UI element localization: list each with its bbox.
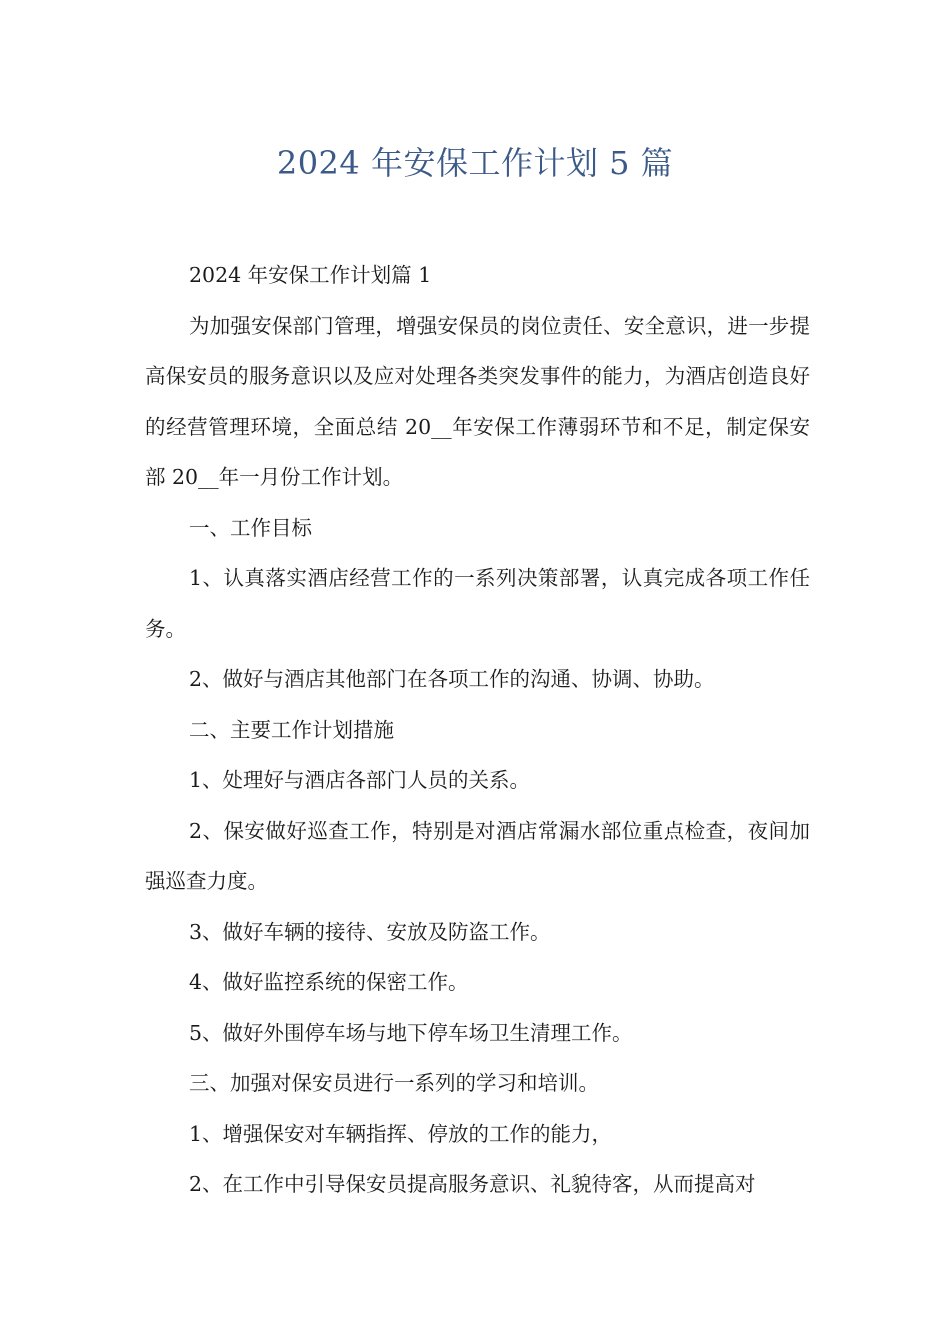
paragraph-measure-2: 2、保安做好巡查工作，特别是对酒店常漏水部位重点检查，夜间加强巡查力度。 [145, 818, 810, 893]
paragraph-goal-1: 1、认真落实酒店经营工作的一系列决策部署，认真完成各项工作任务。 [145, 566, 810, 641]
paragraph-section-heading: 2024 年安保工作计划篇 1 [189, 263, 432, 287]
paragraph-heading-goals: 一、工作目标 [189, 515, 312, 540]
paragraph-training-1: 1、增强保安对车辆指挥、停放的工作的能力， [189, 1121, 613, 1146]
paragraph-measure-5: 5、做好外围停车场与地下停车场卫生清理工作。 [189, 1020, 633, 1045]
paragraph-goal-2: 2、做好与酒店其他部门在各项工作的沟通、协调、协助。 [189, 667, 715, 691]
paragraph-measure-4: 4、做好监控系统的保密工作。 [189, 970, 469, 994]
paragraph-intro: 为加强安保部门管理，增强安保员的岗位责任、安全意识，进一步提高保安员的服务意识以及应对处理各类突发事件的能力，为酒店创造良好的经营管理环境，全面总结 20__年安保工作薄弱环节和不足，制定保安部 20__年一月份工作计划。 [145, 313, 810, 489]
document-title: 2024 年安保工作计划 5 篇 [276, 144, 674, 182]
paragraph-measure-1: 1、处理好与酒店各部门人员的关系。 [189, 768, 531, 792]
paragraph-training-2: 2、在工作中引导保安员提高服务意识、礼貌待客，从而提高对 [189, 1172, 756, 1196]
document-body [145, 250, 810, 1210]
paragraph-heading-training: 三、加强对保安员进行一系列的学习和培训。 [189, 1071, 599, 1095]
paragraph-measure-3: 3、做好车辆的接待、安放及防盗工作。 [189, 919, 551, 944]
paragraph-heading-measures: 二、主要工作计划措施 [189, 717, 394, 742]
